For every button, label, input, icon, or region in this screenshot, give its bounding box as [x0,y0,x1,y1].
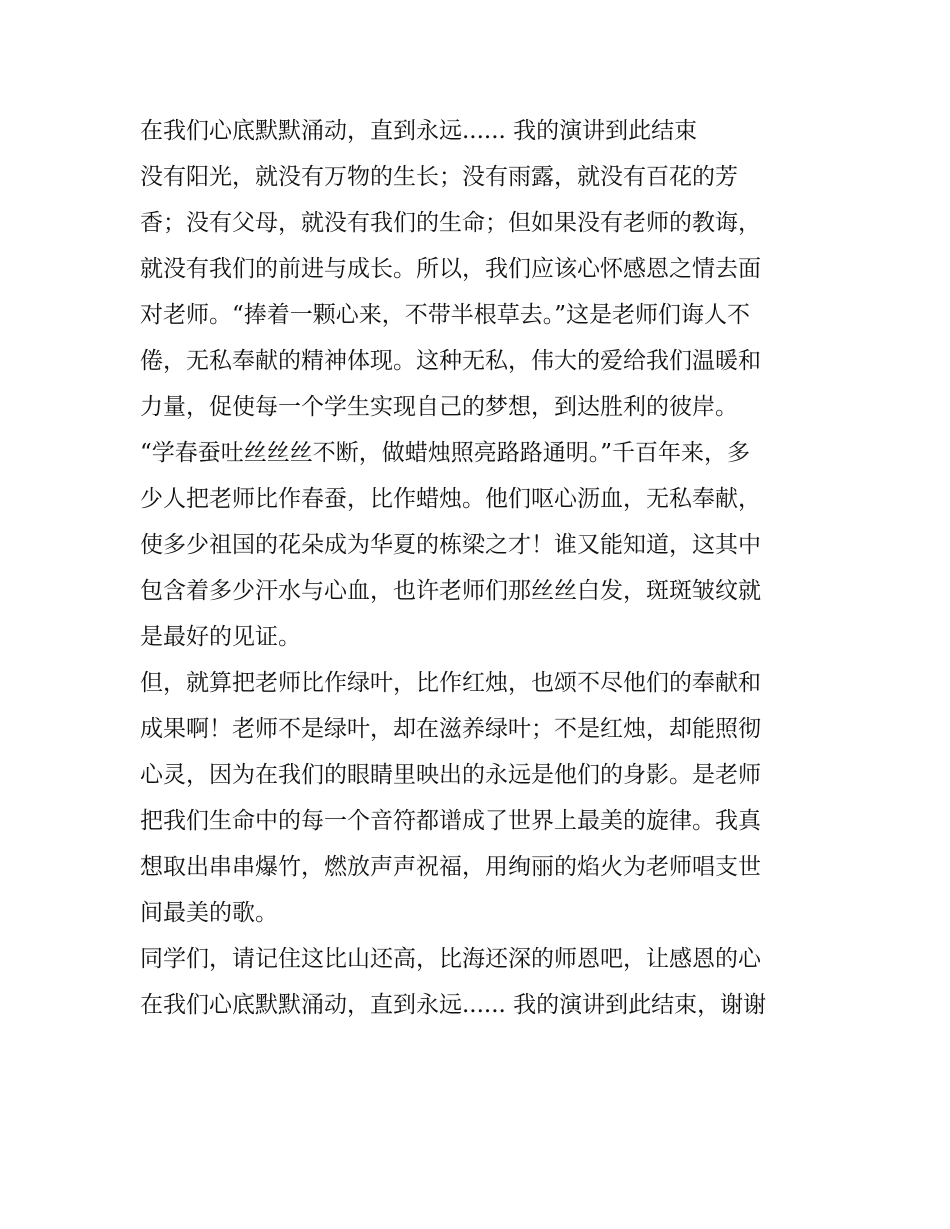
text-line: 力量，促使每一个学生实现自己的梦想，到达胜利的彼岸。 [140,394,738,420]
text-line: 同学们，请记住这比山还高，比海还深的师恩吧，让感恩的心 [140,946,761,972]
text-line: “学春蚕吐丝丝丝不断，做蜡烛照亮路路通明。”千百年来，多 [140,440,751,466]
text-line: 是最好的见证。 [140,624,301,650]
text-line: 香；没有父母，就没有我们的生命；但如果没有老师的教诲， [140,210,761,236]
text-line: 倦，无私奉献的精神体现。这种无私，伟大的爱给我们温暖和 [140,348,761,374]
speech-text [140,108,830,1028]
text-line: 间最美的歌。 [140,900,278,926]
text-line: 包含着多少汗水与心血，也许老师们那丝丝白发，斑斑皱纹就 [140,578,761,604]
text-line: 就没有我们的前进与成长。所以，我们应该心怀感恩之情去面 [140,256,761,282]
text-line: 但，就算把老师比作绿叶，比作红烛，也颂不尽他们的奉献和 [140,670,761,696]
text-line: 对老师。“捧着一颗心来，不带半根草去。”这是老师们诲人不 [140,302,751,328]
text-line: 在我们心底默默涌动，直到永远...... 我的演讲到此结束，谢谢 [140,992,767,1018]
text-line: 在我们心底默默涌动，直到永远...... 我的演讲到此结束 [140,118,698,144]
text-line: 没有阳光，就没有万物的生长；没有雨露，就没有百花的芳 [140,164,738,190]
text-line: 把我们生命中的每一个音符都谱成了世界上最美的旋律。我真 [140,808,761,834]
text-line: 心灵，因为在我们的眼睛里映出的永远是他们的身影。是老师 [140,762,761,788]
text-line: 想取出串串爆竹，燃放声声祝福，用绚丽的焰火为老师唱支世 [140,854,761,880]
text-line: 少人把老师比作春蚕，比作蜡烛。他们呕心沥血，无私奉献， [140,486,761,512]
text-line: 成果啊！老师不是绿叶，却在滋养绿叶；不是红烛，却能照彻 [140,716,761,742]
text-line: 使多少祖国的花朵成为华夏的栋梁之才！谁又能知道，这其中 [140,532,761,558]
